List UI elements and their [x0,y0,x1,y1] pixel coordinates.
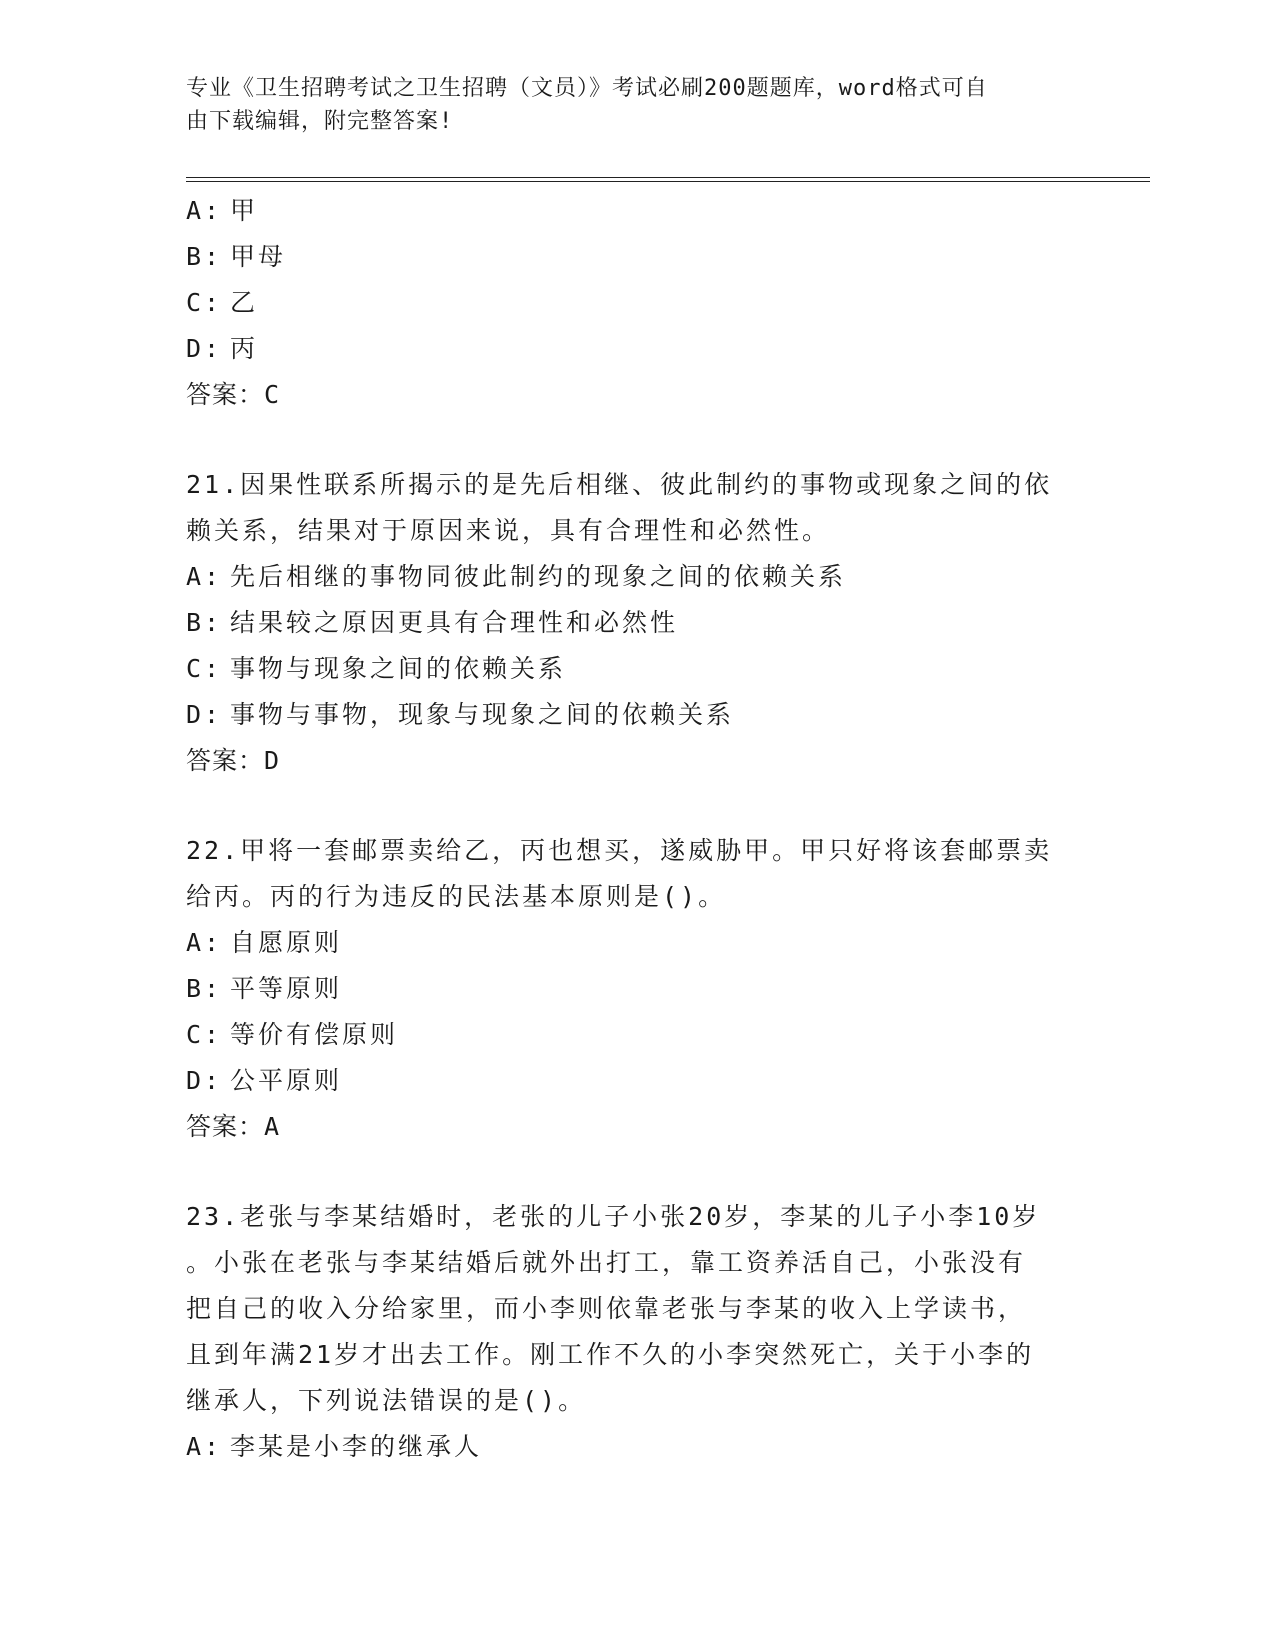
option-letter: D: [186,1066,223,1095]
option-a [186,188,1076,234]
option-letter: A: [186,1432,223,1461]
option-text: 公平原则 [230,1066,343,1095]
option-letter: C: [186,288,223,317]
option-letter: B: [186,608,223,637]
option-letter: A: [186,562,223,591]
option-b [186,966,1076,1012]
option-letter: C: [186,1020,223,1049]
question-line: 继承人，下列说法错误的是()。 [186,1386,587,1415]
option-text: 甲母 [230,242,287,271]
option-c [186,1012,1076,1058]
option-a [186,1424,1076,1470]
option-text: 平等原则 [230,974,343,1003]
option-letter: B: [186,974,223,1003]
answer-line: 答案：C [186,380,281,409]
page-header [186,72,1066,138]
question-block-20 [186,188,1076,418]
option-a [186,920,1076,966]
block-spacer [186,418,1076,462]
question-line: 赖关系，结果对于原因来说，具有合理性和必然性。 [186,516,831,545]
question-content [186,188,1076,1470]
answer-line: 答案：A [186,1112,281,1141]
header-divider [186,177,1150,182]
option-letter: B: [186,242,223,271]
option-b [186,600,1076,646]
block-spacer [186,1150,1076,1194]
option-letter: A: [186,196,223,225]
question-block-23 [186,1194,1076,1470]
option-text: 乙 [230,288,259,317]
question-line: 21.因果性联系所揭示的是先后相继、彼此制约的事物或现象之间的依 [186,470,1053,499]
option-text: 等价有偿原则 [230,1020,399,1049]
option-letter: D: [186,334,223,363]
header-title-line-1: 专业《卫生招聘考试之卫生招聘（文员）》考试必刷200题题库，word格式可自 [186,76,988,101]
option-text: 结果较之原因更具有合理性和必然性 [230,608,679,637]
question-block-21 [186,462,1076,784]
option-letter: D: [186,700,223,729]
option-c [186,646,1076,692]
question-block-22 [186,828,1076,1150]
option-d [186,326,1076,372]
option-letter: C: [186,654,223,683]
option-text: 先后相继的事物同彼此制约的现象之间的依赖关系 [230,562,847,591]
question-line: 23.老张与李某结婚时，老张的儿子小张20岁，李某的儿子小李10岁 [186,1202,1041,1231]
option-a [186,554,1076,600]
option-text: 自愿原则 [230,928,343,957]
option-d [186,692,1076,738]
option-text: 甲 [230,196,259,225]
option-text: 李某是小李的继承人 [230,1432,483,1461]
option-text: 事物与现象之间的依赖关系 [230,654,567,683]
option-text: 事物与事物，现象与现象之间的依赖关系 [230,700,735,729]
option-text: 丙 [230,334,259,363]
option-letter: A: [186,928,223,957]
question-line: 22.甲将一套邮票卖给乙，丙也想买，遂威胁甲。甲只好将该套邮票卖 [186,836,1053,865]
block-spacer [186,784,1076,828]
option-d [186,1058,1076,1104]
answer-line: 答案：D [186,746,281,775]
option-b [186,234,1076,280]
question-line: 把自己的收入分给家里，而小李则依靠老张与李某的收入上学读书， [186,1294,1027,1323]
header-title-line-2: 由下载编辑，附完整答案! [186,109,454,134]
question-line: 。小张在老张与李某结婚后就外出打工，靠工资养活自己，小张没有 [186,1248,1027,1277]
question-line: 且到年满21岁才出去工作。刚工作不久的小李突然死亡，关于小李的 [186,1340,1035,1369]
question-line: 给丙。丙的行为违反的民法基本原则是()。 [186,882,727,911]
option-c [186,280,1076,326]
